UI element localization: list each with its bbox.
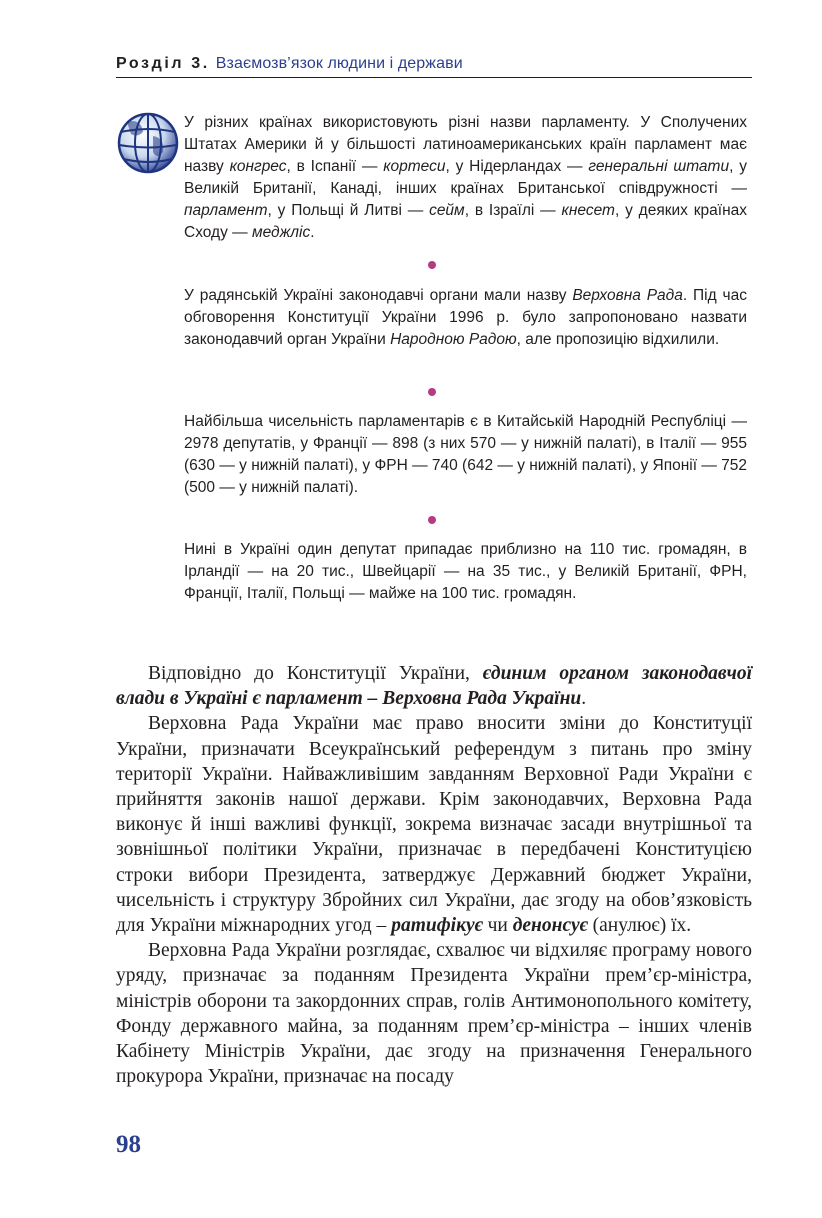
main-text bbox=[116, 661, 752, 1089]
info-block-parliament-names: У різних країнах використовують різні назви парламенту. У Сполучених Штатах Америки й у більшості латиноамериканських країн парламент має назву конгрес, в Іспанії — кортеси, у Нідерландах — генеральні штати, у Великій Британії, Канаді, інших країнах Британської співдружності — парламент, у Польщі й Литві — сейм, в Ізраїлі — кнесет, у деяких країнах Сходу — меджліс. bbox=[184, 114, 748, 241]
paragraph: Верховна Рада України розглядає, схвалює чи відхиляє програму нового уряду, призначає за поданням Президента України прем’єр-міністра, міністрів оборони та закордонних справ, голів Антимонопольного комітету, Фонду державного майна, за поданням прем’єр-міністра – інших членів Кабінету Міністрів України, дає згоду на призначення Генерального прокурора України, призначає на посаду bbox=[116, 940, 752, 1088]
running-header bbox=[116, 54, 752, 78]
info-block-largest-parliaments: Найбільша чисельність парламентарів є в Китайській Народній Республіці — 2978 депутатів, у Франції — 898 (з них 570 — у нижній палаті), в Італії — 955 (630 — у нижній палаті), у ФРН — 740 (642 — у нижній палаті), у Японії — 752 (500 — у нижній палаті). bbox=[184, 413, 748, 496]
separator-dot bbox=[428, 388, 436, 396]
separator-dot bbox=[428, 261, 436, 269]
page-number: 98 bbox=[116, 1131, 141, 1158]
globe-icon bbox=[117, 112, 179, 174]
paragraph: Верховна Рада України має право вносити зміни до Конституції України, призначати Всеукраїнський референдум з питань про зміну території України. Найважливішим завданням Верховної Ради України є прийняття законів нашої держави. Крім законодавчих, Верховна Рада виконує й інші важливі функції, зокрема визначає засади внутрішньої та зовнішньої політики України, призначає в передбачені Конституцією строки вибори Президента, затверджує Державний бюджет України, чисельність і структуру Збройних сил України, дає згоду на обов’язковість для України міжнародних угод – ратифікує чи денонсує (анулює) їх. bbox=[116, 713, 752, 937]
separator-dot bbox=[428, 516, 436, 524]
paragraph: Відповідно до Конституції України, єдиним органом законодавчої влади в Україні є парламент – Верховна Рада України. bbox=[116, 663, 752, 710]
info-block-deputy-ratio: Нині в Україні один депутат припадає приблизно на 110 тис. громадян, в Ірландії — на 20 тис., Швейцарії — на 35 тис., у Великій Британії, ФРН, Франції, Італії, Польщі — майже на 100 тис. громадян. bbox=[184, 541, 747, 602]
chapter-title: Взаємозв’язок людини і держави bbox=[215, 55, 463, 72]
info-block-soviet-ukraine: У радянській Україні законодавчі органи мали назву Верховна Рада. Під час обговорення Конституції України 1996 р. було запропоновано назвати законодавчий орган України Народною Радою, але пропозицію відхилили. bbox=[184, 287, 747, 348]
section-label: Розділ 3. bbox=[116, 55, 210, 72]
